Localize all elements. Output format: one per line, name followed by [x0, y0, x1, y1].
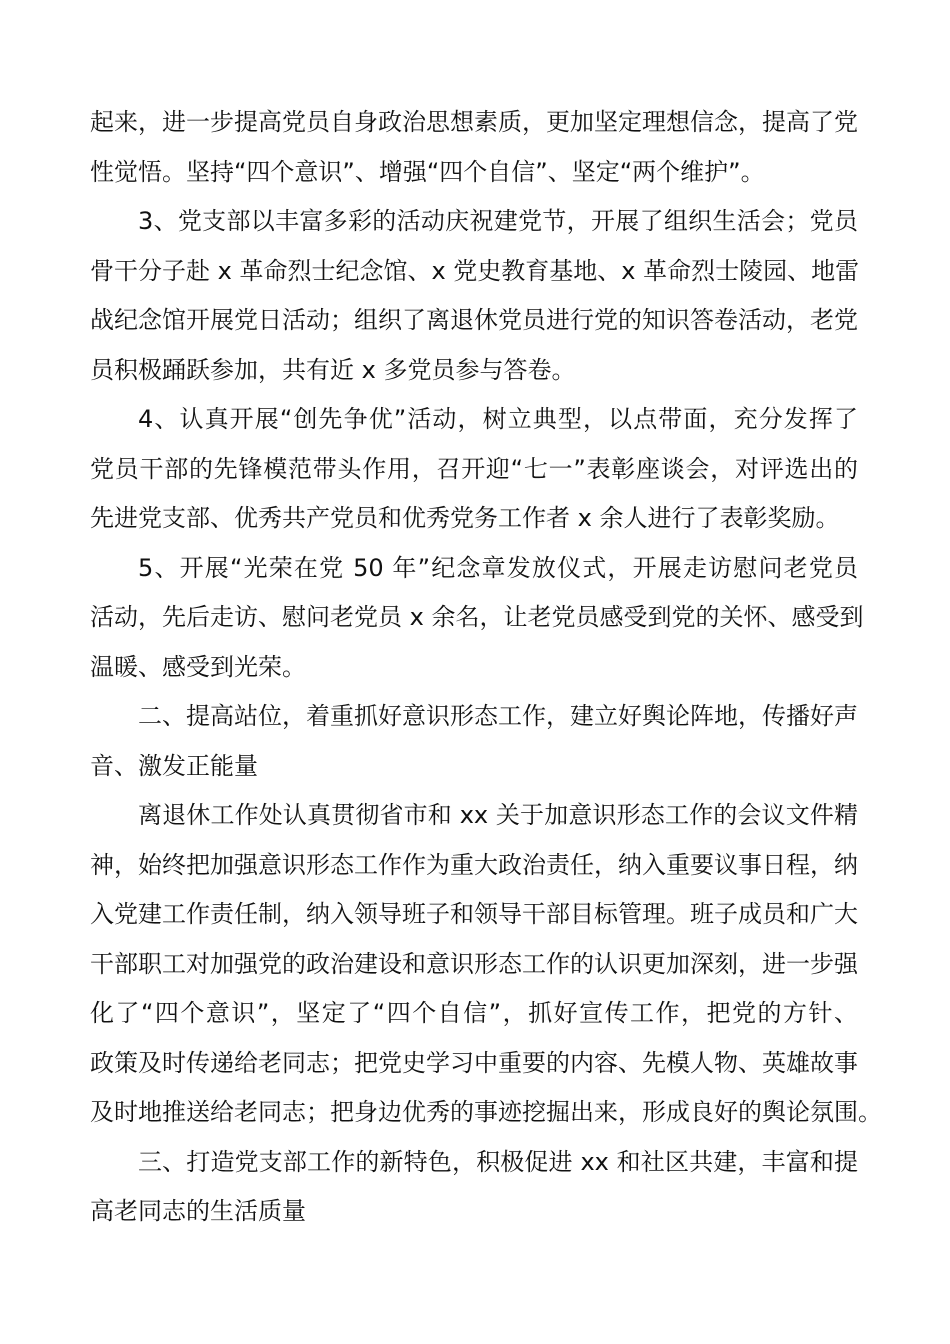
text-line: 性觉悟。坚持“四个意识”、增强“四个自信”、坚定“两个维护”。 [90, 157, 765, 186]
text-line: 温暖、感受到光荣。 [90, 652, 306, 681]
text-line: 起来，进一步提高党员自身政治思想素质，更加坚定理想信念，提高了党 [90, 108, 858, 136]
text-line: 骨干分子赴 x 革命烈士纪念馆、x 党史教育基地、x 革命烈士陵园、地雷 [90, 256, 860, 285]
text-line: 党员干部的先锋模范带头作用，召开迎“七一”表彰座谈会，对评选出的 [90, 454, 858, 483]
text-line: 化了“四个意识”，坚定了“四个自信”，抓好宣传工作，把党的方针、 [90, 999, 858, 1027]
section-heading-line: 高老同志的生活质量 [90, 1197, 306, 1225]
paragraph-start-line: 4、认真开展“创先争优”活动，树立典型，以点带面，充分发挥了 [138, 405, 858, 433]
section-heading-line: 音、激发正能量 [90, 751, 258, 780]
text-line: 干部职工对加强党的政治建设和意识形态工作的认识更加深刻，进一步强 [90, 949, 858, 978]
paragraph-start-line: 3、党支部以丰富多彩的活动庆祝建党节，开展了组织生活会；党员 [138, 207, 858, 235]
section-heading-line: 二、提高站位，着重抓好意识形态工作，建立好舆论阵地，传播好声 [138, 702, 858, 730]
text-line: 神，始终把加强意识形态工作作为重大政治责任，纳入重要议事日程，纳 [90, 850, 858, 879]
paragraph-start-line: 离退休工作处认真贯彻省市和 xx 关于加意识形态工作的会议文件精 [138, 801, 858, 829]
section-heading-line: 三、打造党支部工作的新特色，积极促进 xx 和社区共建，丰富和提 [138, 1147, 858, 1176]
text-line: 活动，先后走访、慰问老党员 x 余名，让老党员感受到党的关怀、感受到 [90, 603, 864, 631]
text-line: 及时地推送给老同志；把身边优秀的事迹挖掘出来，形成良好的舆论氛围。 [90, 1098, 882, 1126]
text-line: 政策及时传递给老同志；把党史学习中重要的内容、先模人物、英雄故事 [90, 1048, 858, 1077]
paragraph-start-line: 5、开展“光荣在党 50 年”纪念章发放仪式，开展走访慰问老党员 [138, 553, 858, 582]
text-line: 入党建工作责任制，纳入领导班子和领导干部目标管理。班子成员和广大 [90, 900, 858, 928]
text-line: 先进党支部、优秀共产党员和优秀党务工作者 x 余人进行了表彰奖励。 [90, 504, 840, 532]
text-line: 员积极踊跃参加，共有近 x 多党员参与答卷。 [90, 355, 576, 384]
text-line: 战纪念馆开展党日活动；组织了离退休党员进行党的知识答卷活动，老党 [90, 306, 858, 334]
document-body [90, 98, 882, 1237]
